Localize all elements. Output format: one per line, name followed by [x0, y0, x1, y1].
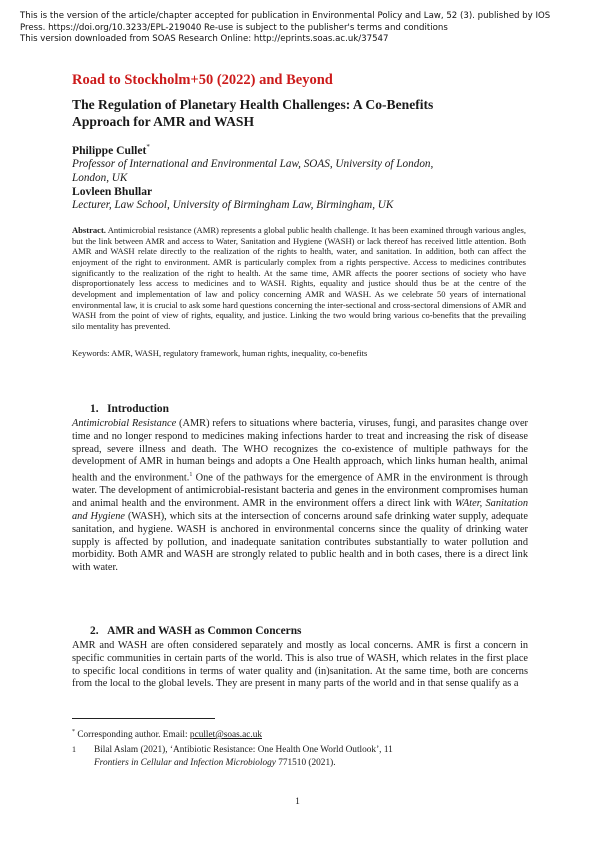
page-number: 1: [295, 797, 300, 807]
author-name-cullet: Philippe Cullet*: [72, 143, 150, 157]
author-name-bhullar: Lovleen Bhullar: [72, 185, 153, 198]
abstract-label: Abstract.: [72, 225, 106, 235]
notice-line-1: This is the version of the article/chapter accepted for publication in Environmental Policy and Law, 52 (3). published by IOS: [20, 11, 551, 21]
section-number: 1.: [90, 403, 99, 415]
abstract: [72, 225, 526, 332]
abstract-text: Antimicrobial resistance (AMR) represents a global public health challenge. It has been examined through various angles, but the link between AMR and access to Water, Sanitation and Hygiene (WASH) or lack thereof has received little attention. Both AMR and WASH relate directly to the realization of the rights to health, water, and sanitation. In addition, both can affect the enjoyment of the right to environment. AMR is particularly complex from a rights perspective. Access to medicines contributes significantly to the realization of the right to health. At the same time, AMR affects the poorer sections of society who have disproportionately less access to medicines and to WASH. Rights, equality and justice should thus be at the centre of the development and implementation of law and policy concerning AMR and WASH. As we celebrate 50 years of international environmental law, it is crucial to ask some hard questions concerning the inter-sectional and cross-sectoral dimensions of AMR and WASH from the point of view of rights, equality, and justice. Linking the two would bring various co-benefits that the prevailing silo mentality has prevented.: [72, 225, 527, 331]
paper-title-line-1: The Regulation of Planetary Health Challenges: A Co-Benefits: [72, 97, 434, 112]
footnote-1: 1 Bilal Aslam (2021), ‘Antibiotic Resistance: One Health One World Outlook’, 11: [72, 745, 393, 755]
introduction-paragraph: Antimicrobial Resistance (AMR) refers to situations where bacteria, viruses, fungi, and parasites change over time and no longer respond to medicines making infections harder to treat and increasing the risk of disease spread, severe illness and death. The WHO recognizes the co-existence of multiple pathways for the development of AMR in human beings and adopts a One Health approach, which links human health, animal health and the environment.$^1$ One of the pathways for the emergence of AMR in the environment is through water. The development of antimicrobial-resistant bacteria and genes in the environment compromises human and animal health and the environment. AMR in the environment offers a direct link with WAter, Sanitation and Hygiene (WASH), which sits at the intersection of concerns around safe drinking water supply, adequate sanitation, and hygiene. WASH is anchored in environmental concerns since the quality of drinking water supply is affected by pollution, and inadequate sanitation contributes substantially to water pollution and morbidity. Both AMR and WASH are strongly related to public health and in both cases, there is a direct link with water.: [72, 418, 529, 574]
author-affiliation-bhullar: Lecturer, Law School, University of Birmingham Law, Birmingham, UK: [72, 199, 394, 211]
section-heading-common-concerns: 2. AMR and WASH as Common Concerns: [90, 625, 302, 637]
footnote-divider: [72, 718, 215, 719]
section-title: Road to Stockholm+50 (2022) and Beyond: [72, 72, 333, 88]
footnote-number: 1: [72, 745, 76, 754]
term-wash: WAter, Sanitation and Hygiene: [72, 498, 528, 523]
author-affiliation-cullet: Professor of International and Environmental Law, SOAS, University of London, London, UK: [72, 158, 434, 184]
author-email-link[interactable]: pcullet@soas.ac.uk: [189, 730, 262, 741]
common-concerns-paragraph: AMR and WASH are often considered separately and mostly as local concerns. AMR is first a concern in specific communities in certain parts of the world. This is also true of WASH, which relates in the first place to specific local conditions in terms of water quality and (in)sanitation. At the same time, both are concerns from the local to the global levels. They are present in many parts of the world and in that sense qualify as a: [72, 640, 528, 690]
term-amr: Antimicrobial Resistance: [72, 418, 177, 429]
publication-notice: [20, 11, 580, 46]
paper-title: [72, 96, 532, 130]
notice-line-2: Press. https://doi.org/10.3233/EPL-219040 Re-use is subject to the publisher's terms and conditions: [20, 22, 448, 33]
footnote-corresponding: * Corresponding author. Email: pcullet@soas.ac.uk: [72, 729, 262, 741]
keywords: Keywords: AMR, WASH, regulatory framework, human rights, inequality, co-benefits: [72, 348, 368, 358]
footnote-1-continuation: Frontiers in Cellular and Infection Microbiology 771510 (2021).: [94, 758, 336, 768]
section-number: 2.: [90, 625, 99, 637]
corresponding-author-marker: *: [146, 143, 150, 151]
paper-title-line-2: Approach for AMR and WASH: [72, 114, 255, 129]
footnote-ref-1[interactable]: 1: [189, 472, 193, 479]
section-heading-introduction: 1. Introduction: [90, 403, 169, 415]
notice-line-3: This version downloaded from SOAS Research Online: http://eprints.soas.ac.uk/37547: [20, 34, 389, 45]
